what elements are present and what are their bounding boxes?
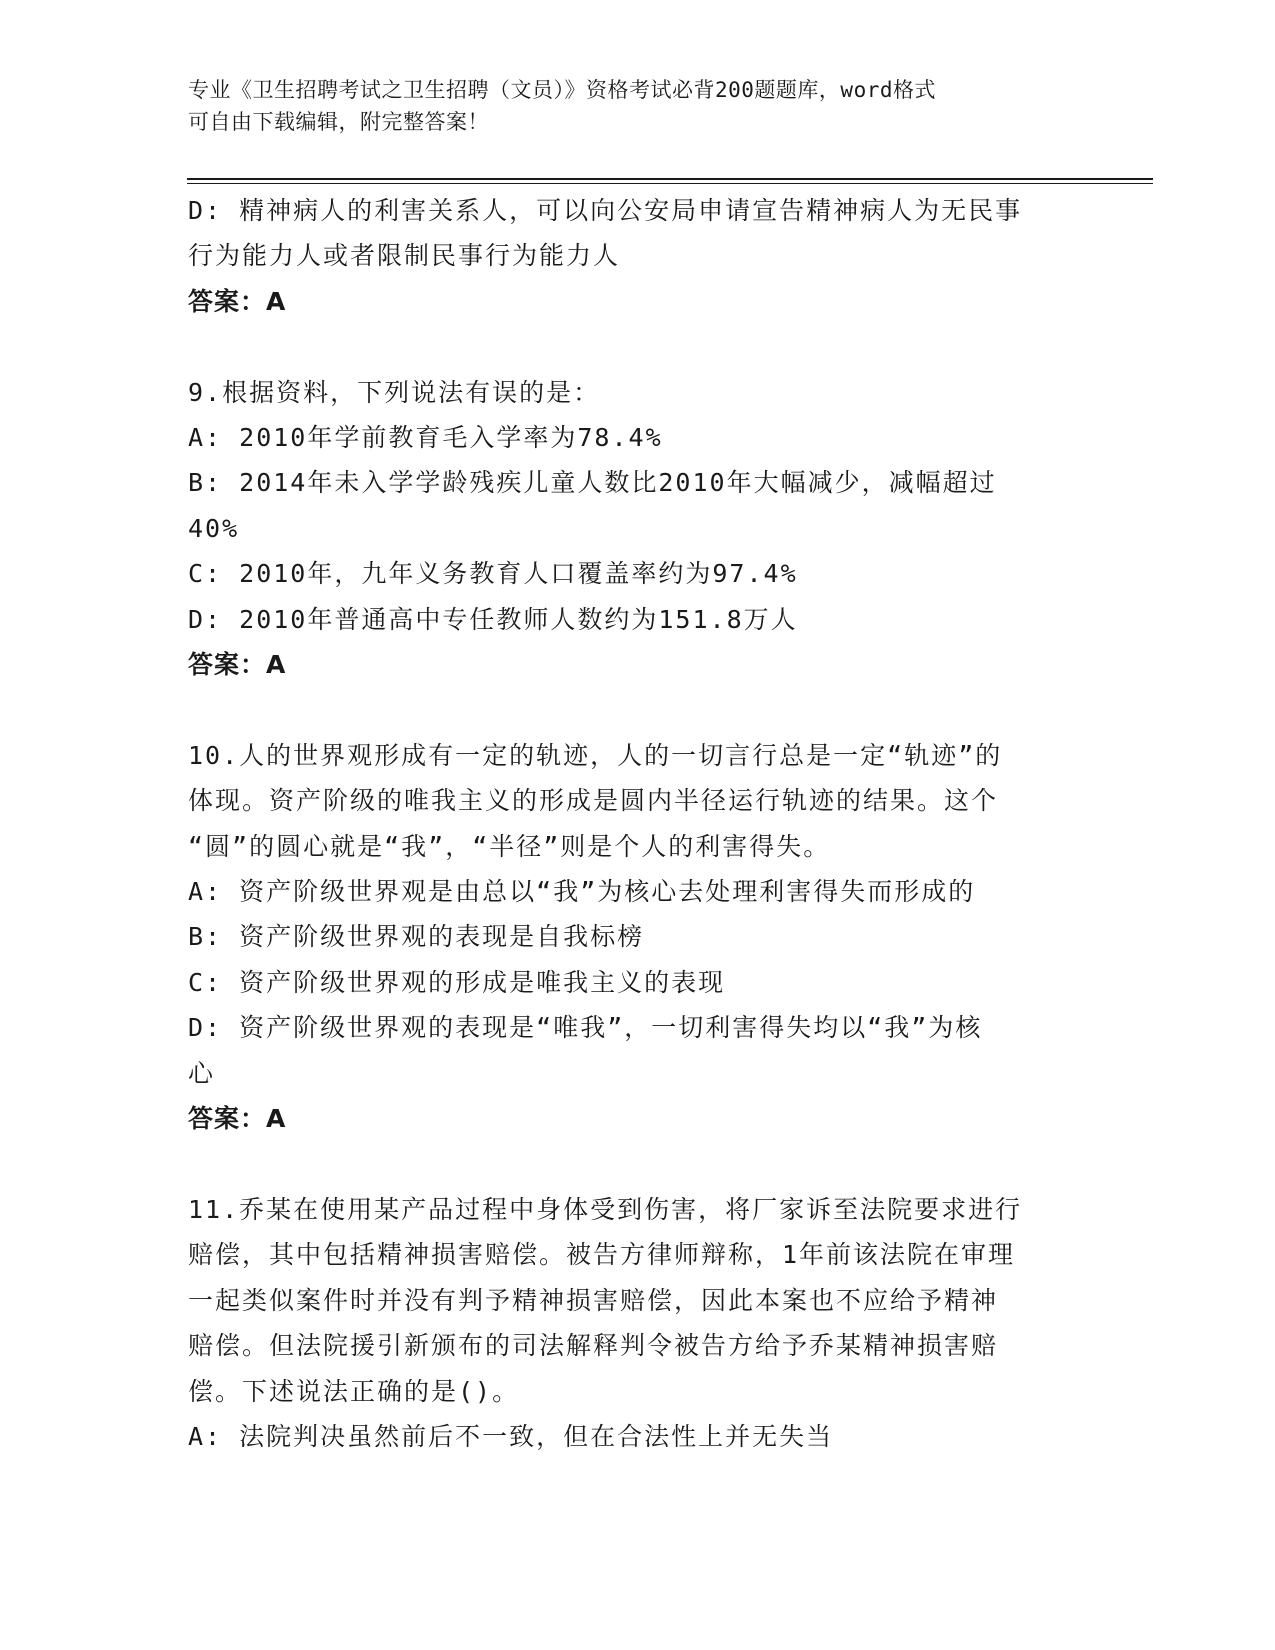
option-line: C: 2010年，九年义务教育人口覆盖率约为97.4% <box>188 559 798 589</box>
option-line: 行为能力人或者限制民事行为能力人 <box>188 241 621 271</box>
option-line: A: 资产阶级世界观是由总以“我”为核心去处理利害得失而形成的 <box>188 877 976 907</box>
question-line: 体现。资产阶级的唯我主义的形成是圆内半径运行轨迹的结果。这个 <box>188 786 999 816</box>
header-divider-thin <box>187 183 1153 184</box>
option-line: B: 2014年未入学学龄残疾儿童人数比2010年大幅减少，减幅超过 <box>188 468 997 498</box>
header-line-1: 专业《卫生招聘考试之卫生招聘（文员）》资格考试必背200题题库，word格式 <box>188 78 936 102</box>
option-line: A: 2010年学前教育毛入学率为78.4% <box>188 423 663 453</box>
question-line: 11.乔某在使用某产品过程中身体受到伤害，将厂家诉至法院要求进行 <box>188 1194 1023 1224</box>
question-line: 10.人的世界观形成有一定的轨迹，人的一切言行总是一定“轨迹”的 <box>188 740 1003 770</box>
answer-line: 答案：A <box>188 1104 287 1134</box>
question-line: 一起类似案件时并没有判予精神损害赔偿，因此本案也不应给予精神 <box>188 1285 999 1315</box>
question-block <box>188 370 1088 688</box>
option-line: C: 资产阶级世界观的形成是唯我主义的表现 <box>188 967 726 997</box>
question-line: 赔偿，其中包括精神损害赔偿。被告方律师辩称，1年前该法院在审理 <box>188 1240 1016 1270</box>
option-line: D: 精神病人的利害关系人，可以向公安局申请宣告精神病人为无民事 <box>188 196 1023 225</box>
header-line-2: 可自由下载编辑，附完整答案！ <box>188 110 489 134</box>
header-divider-thick <box>187 178 1153 180</box>
question-block <box>188 188 1088 324</box>
option-line: D: 资产阶级世界观的表现是“唯我”，一切利害得失均以“我”为核 <box>188 1013 983 1043</box>
option-line: 40% <box>188 513 240 543</box>
document-header <box>188 74 1088 138</box>
question-line: 偿。下述说法正确的是()。 <box>188 1376 520 1406</box>
question-block <box>188 1187 1088 1459</box>
answer-line: 答案：A <box>188 650 287 680</box>
option-line: D: 2010年普通高中专任教师人数约为151.8万人 <box>188 604 798 634</box>
question-line: 9.根据资料，下列说法有误的是： <box>188 377 601 407</box>
block-spacer <box>188 687 1088 732</box>
document-body <box>188 188 1088 1459</box>
question-block <box>188 733 1088 1142</box>
block-spacer <box>188 1142 1088 1187</box>
option-line: 心 <box>188 1058 216 1088</box>
block-spacer <box>188 324 1088 369</box>
question-line: “圆”的圆心就是“我”，“半径”则是个人的利害得失。 <box>188 831 831 861</box>
answer-line: 答案：A <box>188 286 287 316</box>
option-line: A: 法院判决虽然前后不一致，但在合法性上并无失当 <box>188 1421 834 1451</box>
option-line: B: 资产阶级世界观的表现是自我标榜 <box>188 922 645 952</box>
question-line: 赔偿。但法院援引新颁布的司法解释判令被告方给予乔某精神损害赔 <box>188 1331 999 1361</box>
